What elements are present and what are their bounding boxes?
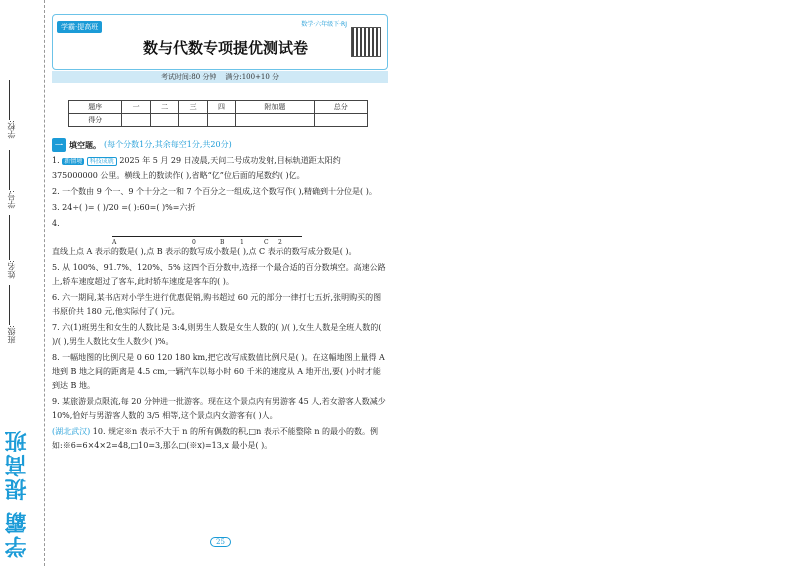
question-text: 10. 规定※n 表示不大于 n 的所有偶数的积,□n 表示不能整除 n 的最小的数。例如:※6=6×4×2=48,□10=3,那么□(※x)=13,x 最小是( )。 <box>52 427 379 450</box>
student-id-label: 学号: <box>7 190 16 209</box>
exam-header <box>52 14 388 70</box>
score-cell[interactable] <box>314 114 367 127</box>
exam-meta <box>52 71 388 83</box>
questions-area <box>52 138 388 453</box>
question-10 <box>52 425 388 453</box>
question-number: 4. <box>52 219 60 228</box>
axis-label-2: 2 <box>278 239 282 246</box>
score-cell[interactable] <box>207 114 235 127</box>
xueba-logo: 学霸 提高班 <box>5 428 30 558</box>
score-info: 满分:100+10 分 <box>225 73 280 81</box>
exam-page <box>52 14 388 450</box>
question-8: 8. 一幅地图的比例尺是 0 60 120 180 km,把它改写成数值比例尺是( )。在这幅地图上量得 A 地到 B 地之间的距离是 4.5 cm,一辆汽车以每小时 60 千米的速度从 A 地开出,要( )小时才能到达 B 地。 <box>52 353 385 390</box>
exam-title: 数与代数专项提优测试卷 <box>143 39 309 57</box>
school-line <box>9 80 10 120</box>
score-cell[interactable] <box>236 114 314 127</box>
question-text: 2025 年 5 月 29 日凌晨,天问二号成功发射,目标轨道距太阳约 375000000 公里。横线上的数读作( ),省略“亿”位后面的尾数约( )亿。 <box>52 156 341 180</box>
name-label: 姓名: <box>7 260 16 279</box>
table-row <box>69 101 368 114</box>
axis-label-a: A <box>112 239 117 246</box>
table-header: 总分 <box>314 101 367 114</box>
question-text: 直线上点 A 表示的数是( ),点 B 表示的数写成小数是( ),点 C 表示的数写成分数是( )。 <box>52 247 357 256</box>
table-header: 一 <box>122 101 150 114</box>
question-9: 9. 某旅游景点限流,每 20 分钟进一批游客。现在这个景点内有男游客 45 人,若女游客人数减少 10%,恰好与男游客人数的 3/5 相等,这个景点内女游客有( )人。 <box>52 397 386 420</box>
question-5: 5. 从 100%、91.7%、120%、5% 这四个百分数中,选择一个最合适的百分数填空。高速公路上,轿车速度超过了客车,此时轿车速度是客车的( )。 <box>52 263 386 286</box>
axis-label-b: B <box>220 239 225 246</box>
table-header: 题序 <box>69 101 122 114</box>
question-7: 7. 六(1)班男生和女生的人数比是 3:4,则男生人数是女生人数的( )/( ),女生人数是全班人数的( )/( ),男生人数比女生人数少( )%。 <box>52 323 382 346</box>
table-header: 三 <box>179 101 207 114</box>
number-line <box>112 231 302 245</box>
table-row <box>69 114 368 127</box>
table-header: 四 <box>207 101 235 114</box>
axis-label-0: 0 <box>192 239 196 246</box>
axis-label-c: C <box>264 239 269 246</box>
name-line <box>9 215 10 260</box>
qr-code-icon <box>351 27 381 57</box>
score-cell[interactable] <box>179 114 207 127</box>
question-1: 1. 新情境 科技成就 2025 年 5 月 29 日凌晨,天问二号成功发射,目标轨道距太阳约 375000000 公里。横线上的数读作( ),省略“亿”位后面的尾数约( )亿。 <box>52 156 341 180</box>
question-2: 2. 一个数由 9 个一、9 个十分之一和 7 个百分之一组成,这个数写作( ),精确到十分位是( )。 <box>52 187 377 196</box>
table-header: 附加题 <box>236 101 314 114</box>
binding-margin <box>0 0 48 566</box>
id-line <box>9 150 10 190</box>
time-info: 考试时间:80 分钟 <box>160 73 217 81</box>
score-cell[interactable] <box>150 114 178 127</box>
number-line-axis <box>112 236 302 237</box>
tag-new-context: 新情境 <box>64 158 83 165</box>
page-number: 25 <box>210 537 231 547</box>
question-4 <box>52 217 388 259</box>
row-label: 得分 <box>69 114 122 127</box>
section-title: 填空题。 <box>69 140 101 150</box>
school-label: 学校: <box>7 120 16 139</box>
section-note: (每个分数1分,其余每空1分,共20分) <box>104 140 232 149</box>
question-3: 3. 24÷( )= ( )/20 =( ):60=( )%=六折 <box>52 203 196 212</box>
tag-tech: 科技成就 <box>87 157 117 166</box>
score-cell[interactable] <box>122 114 150 127</box>
score-table <box>68 100 368 127</box>
question-6: 6. 六一期间,某书店对小学生进行优惠促销,购书超过 60 元的部分一律打七五折,张明购买的图书原价共 180 元,他实际付了( )元。 <box>52 293 382 316</box>
axis-label-1: 1 <box>240 239 244 246</box>
class-label: 班级: <box>7 325 16 344</box>
class-line <box>9 285 10 325</box>
region-tag: (湖北武汉) <box>52 427 91 436</box>
cut-line <box>44 0 45 566</box>
section-heading <box>52 138 388 152</box>
brand-badge: 学霸·提高班 <box>57 21 102 33</box>
table-header: 二 <box>150 101 178 114</box>
grade-label: 数学·六年级下·RJ <box>301 21 347 28</box>
section-number: 一 <box>52 138 66 152</box>
